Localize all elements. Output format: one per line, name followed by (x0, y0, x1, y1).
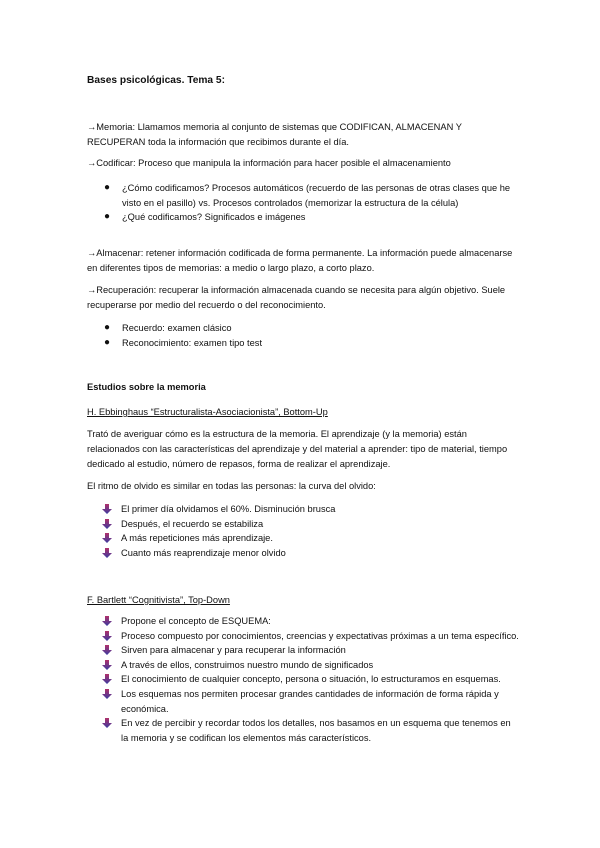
bartlett-heading: F. Bartlett “Cognitivista”, Top-Down (87, 595, 230, 605)
arrow-down-bullet-icon (102, 504, 112, 514)
list-item: En vez de percibir y recordar todos los detalles, nos basamos en un esquema que tenemos en la memoria y se codifican los elementos más característicos. (87, 716, 519, 745)
list-item: Propone el concepto de ESQUEMA: (87, 614, 519, 629)
arrow-down-bullet-icon (102, 660, 112, 670)
recuperacion-paragraph: →Recuperación: recuperar la información almacenada cuando se necesita para algún objetivo. Suele recuperarse por medio del recuerdo o del reconocimiento. (87, 285, 506, 310)
list-item: El primer día olvidamos el 60%. Disminución brusca (87, 502, 519, 517)
arrow-down-bullet-icon (102, 674, 112, 684)
arrow-down-bullet-icon (102, 645, 112, 655)
arrow-down-bullet-icon (102, 689, 112, 699)
codificar-list (87, 181, 519, 225)
olvido-list (87, 502, 519, 560)
bullet-icon: ● (104, 211, 111, 223)
bullet-icon: ● (104, 182, 111, 193)
arrow-down-bullet-icon (102, 533, 112, 543)
list-item: ● ¿Cómo codificamos? Procesos automáticos (recuerdo de las personas de otras clases que he visto en el pasillo) vs. Procesos controlados (memorizar la estructura de la célula) (104, 182, 511, 208)
list-item: ● ¿Qué codificamos? Significados e imágenes (87, 210, 519, 225)
bullet-icon: ● (104, 322, 111, 333)
memoria-paragraph: →Memoria: Llamamos memoria al conjunto de sistemas que CODIFICAN, ALMACENAN Y RECUPERAN toda la información que recibimos durante el día. (87, 122, 462, 147)
bullet-icon: ● (104, 336, 111, 348)
list-item: A más repeticiones más aprendizaje. (87, 531, 519, 546)
olvido-paragraph: El ritmo de olvido es similar en todas las personas: la curva del olvido: (87, 481, 376, 491)
ebbinghaus-heading: H. Ebbinghaus “Estructuralista-Asociacionista”, Bottom-Up (87, 407, 328, 417)
page-title: Bases psicológicas. Tema 5: (87, 75, 225, 86)
list-item: Proceso compuesto por conocimientos, creencias y expectativas próximas a un tema específico. (87, 629, 519, 644)
arrow-down-bullet-icon (102, 631, 112, 641)
list-item: ● Reconocimiento: examen tipo test (87, 336, 519, 351)
estudios-heading: Estudios sobre la memoria (87, 382, 206, 392)
recuperacion-list (87, 321, 519, 350)
arrow-down-bullet-icon (102, 718, 112, 728)
arrow-down-bullet-icon (102, 548, 112, 558)
list-item: A través de ellos, construimos nuestro mundo de significados (87, 658, 519, 673)
list-item: ● Recuerdo: examen clásico (87, 321, 519, 336)
list-item: Los esquemas nos permiten procesar grandes cantidades de información de forma rápida y económica. (87, 687, 519, 716)
codificar-paragraph: →Codificar: Proceso que manipula la información para hacer posible el almacenamiento (87, 158, 451, 168)
almacenar-paragraph: →Almacenar: retener información codificada de forma permanente. La información puede almacenarse en diferentes tipos de memorias: a medio o largo plazo, a corto plazo. (87, 248, 513, 273)
list-item: Cuanto más reaprendizaje menor olvido (87, 546, 519, 561)
ebbinghaus-paragraph: Trató de averiguar cómo es la estructura de la memoria. El aprendizaje (y la memoria) están relacionados con las características del aprendizaje y del material a aprender: tipo de material, tiempo dedicado al estudio, número de repasos, forma de realizar el aprendizaje. (87, 429, 508, 469)
arrow-down-bullet-icon (102, 519, 112, 529)
list-item: Sirven para almacenar y para recuperar la información (87, 643, 519, 658)
list-item: El conocimiento de cualquier concepto, persona o situación, lo estructuramos en esquemas. (87, 672, 519, 687)
arrow-down-bullet-icon (102, 616, 112, 626)
bartlett-list (87, 614, 519, 745)
list-item: Después, el recuerdo se estabiliza (87, 517, 519, 532)
